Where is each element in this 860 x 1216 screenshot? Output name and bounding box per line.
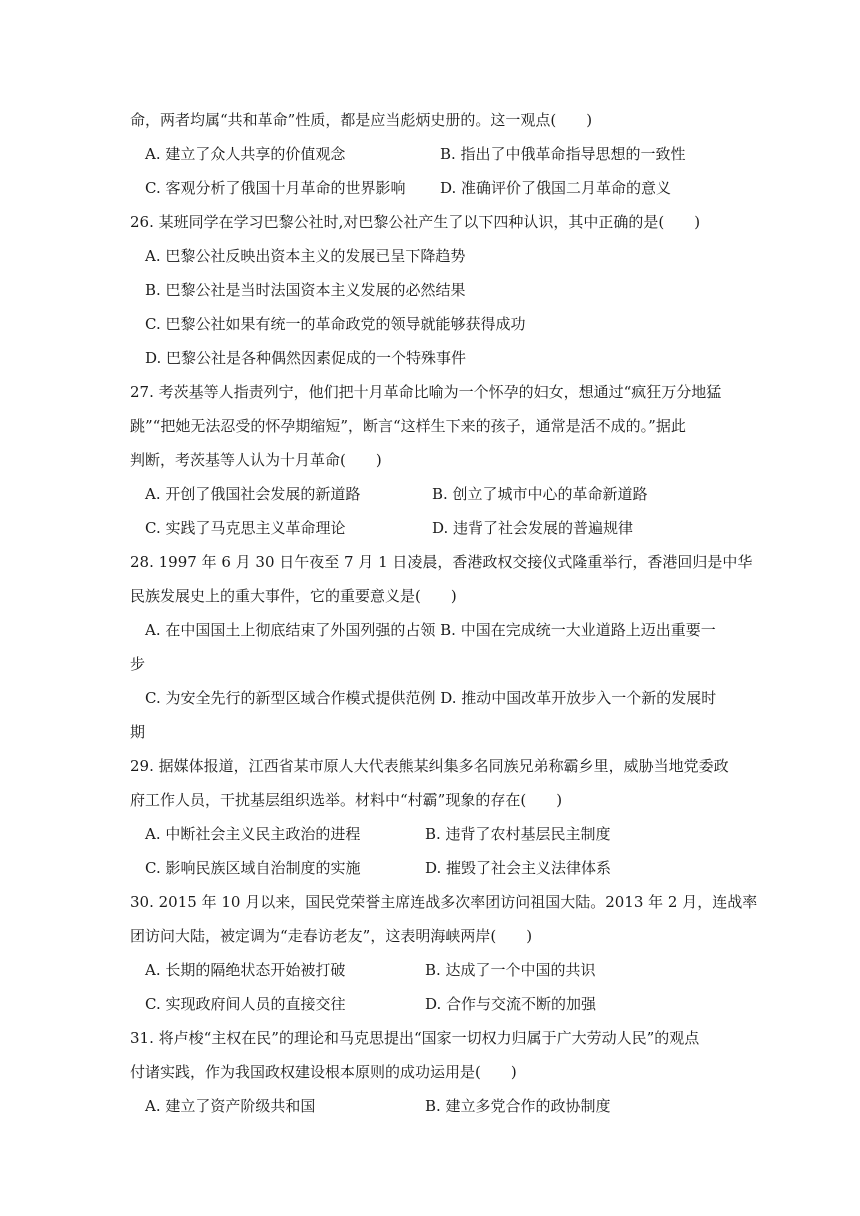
text-line: 26. 某班同学在学习巴黎公社时,对巴黎公社产生了以下四种认识，其中正确的是( ) [130, 213, 701, 231]
option-text: 步 [130, 655, 146, 673]
option-c: C. 客观分析了俄国十月革命的世界影响 [145, 179, 406, 197]
option-d: D. 摧毁了社会主义法律体系 [425, 859, 612, 877]
option-text: 期 [130, 723, 146, 741]
text-line: 府工作人员，干扰基层组织选举。材料中“村霸”现象的存在( ) [130, 791, 563, 809]
text-line: 付诸实践，作为我国政权建设根本原则的成功运用是( ) [130, 1063, 517, 1081]
option-b: B. 指出了中俄革命指导思想的一致性 [440, 145, 686, 163]
option-a: A. 巴黎公社反映出资本主义的发展已呈下降趋势 [145, 247, 466, 265]
option-c: C. 巴黎公社如果有统一的革命政党的领导就能够获得成功 [145, 315, 526, 333]
text-line: 28. 1997 年 6 月 30 日午夜至 7 月 1 日凌晨，香港政权交接仪式隆重举行，香港回归是中华 [130, 553, 753, 571]
option-b: B. 创立了城市中心的革命新道路 [432, 485, 648, 503]
option-b: B. 违背了农村基层民主制度 [425, 825, 611, 843]
text-line: 跳”“把她无法忍受的怀孕期缩短”，断言“这样生下来的孩子，通常是活不成的。”据此 [130, 417, 686, 435]
option-d: D. 合作与交流不断的加强 [425, 995, 597, 1013]
text-line: 30. 2015 年 10 月以来，国民党荣誉主席连战多次率团访问祖国大陆。2013 年 2 月，连战率 [130, 893, 758, 911]
option-a: A. 开创了俄国社会发展的新道路 [145, 485, 361, 503]
option-b: B. 巴黎公社是当时法国资本主义发展的必然结果 [145, 281, 466, 299]
option-c: C. 影响民族区域自治制度的实施 [145, 859, 361, 877]
text-line: 27. 考茨基等人指责列宁，他们把十月革命比喻为一个怀孕的妇女，想通过“疯狂万分地猛 [130, 383, 722, 401]
text-line: 团访问大陆，被定调为“走春访老友”，这表明海峡两岸( ) [130, 927, 533, 945]
option-a: A. 中断社会主义民主政治的进程 [145, 825, 361, 843]
text-line: 29. 据媒体报道，江西省某市原人大代表熊某纠集多名同族兄弟称霸乡里，威胁当地党委政 [130, 757, 729, 775]
option-a: A. 建立了资产阶级共和国 [145, 1097, 316, 1115]
text-line: 民族发展史上的重大事件，它的重要意义是( ) [130, 587, 457, 605]
option-b: B. 达成了一个中国的共识 [425, 961, 596, 979]
text-line: 判断，考茨基等人认为十月革命( ) [130, 451, 382, 469]
option-text: C. 为安全先行的新型区域合作模式提供范例 D. 推动中国改革开放步入一个新的发展时 [145, 689, 717, 707]
option-d: D. 准确评价了俄国二月革命的意义 [440, 179, 672, 197]
option-c: C. 实现政府间人员的直接交往 [145, 995, 346, 1013]
text-line: 31. 将卢梭“主权在民”的理论和马克思提出“国家一切权力归属于广大劳动人民”的观点 [130, 1029, 700, 1047]
option-a: A. 长期的隔绝状态开始被打破 [145, 961, 346, 979]
option-c: C. 实践了马克思主义革命理论 [145, 519, 346, 537]
option-text: A. 在中国国土上彻底结束了外国列强的占领 B. 中国在完成统一大业道路上迈出重要一 [145, 621, 716, 639]
text-line: 命，两者均属“共和革命”性质，都是应当彪炳史册的。这一观点( ) [130, 111, 593, 129]
option-d: D. 违背了社会发展的普遍规律 [432, 519, 634, 537]
option-b: B. 建立多党合作的政协制度 [425, 1097, 611, 1115]
option-d: D. 巴黎公社是各种偶然因素促成的一个特殊事件 [145, 349, 467, 367]
option-a: A. 建立了众人共享的价值观念 [145, 145, 346, 163]
